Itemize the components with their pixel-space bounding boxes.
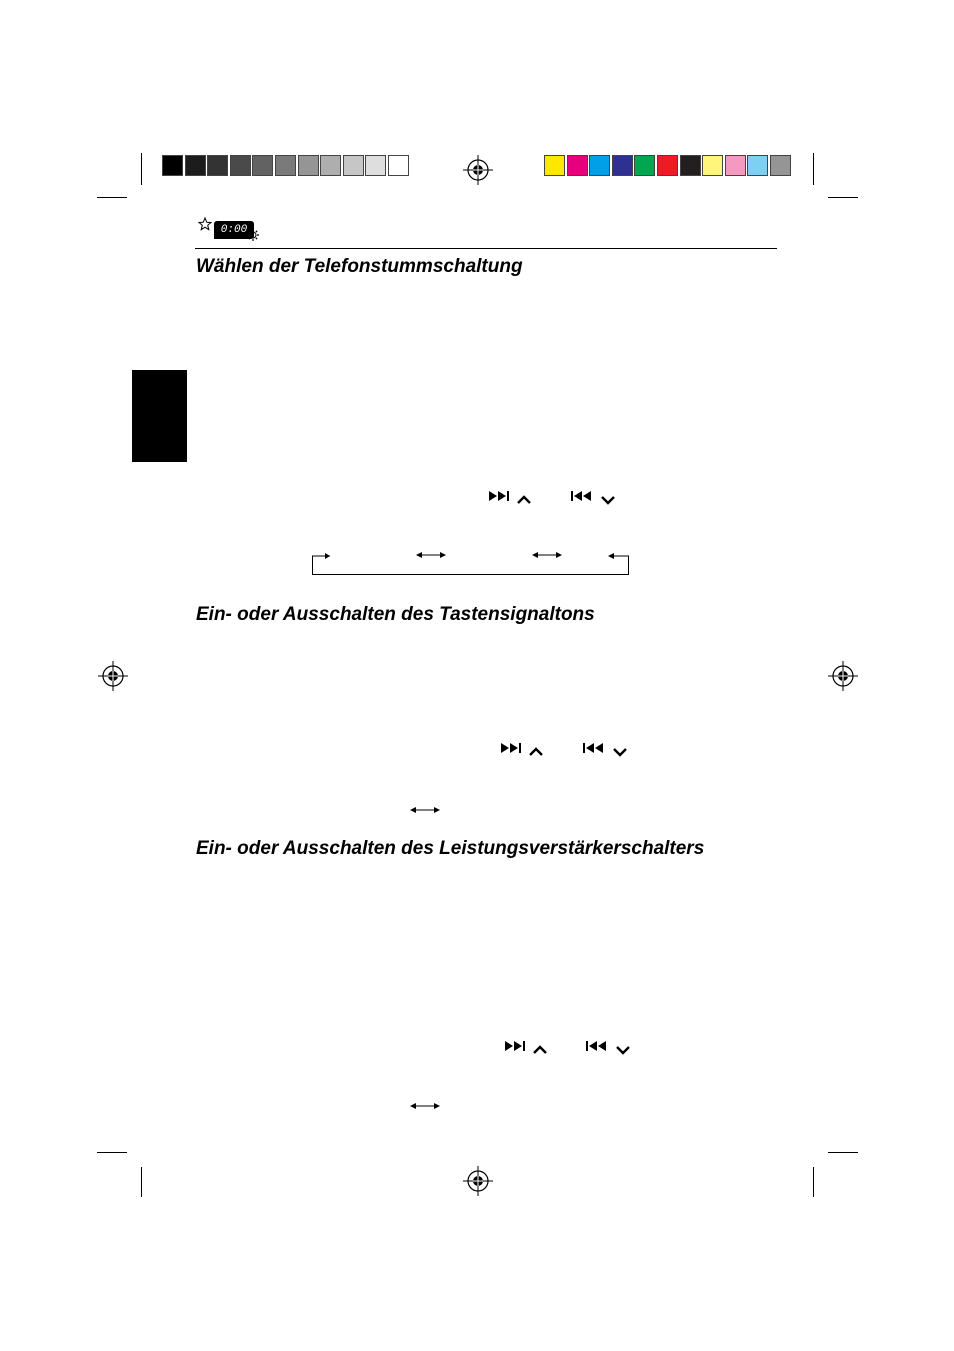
registration-mark-icon bbox=[98, 661, 128, 691]
color-swatch bbox=[657, 155, 678, 176]
section-heading-amplifier: Ein- oder Ausschalten des Leistungsverstärkerschalters bbox=[196, 838, 705, 859]
gray-swatch bbox=[388, 155, 409, 176]
color-swatch bbox=[747, 155, 768, 176]
color-swatch bbox=[770, 155, 791, 176]
arrow-right-icon bbox=[312, 551, 332, 561]
section-heading-phone-mute: Wählen der Telefonstummschaltung bbox=[196, 256, 523, 277]
crop-mark bbox=[97, 197, 127, 198]
gray-swatch bbox=[275, 155, 296, 176]
bidirectional-arrow-icon bbox=[410, 1101, 440, 1111]
gray-swatch bbox=[298, 155, 319, 176]
skip-back-down-icon bbox=[570, 489, 618, 505]
skip-back-down-icon bbox=[582, 741, 630, 757]
color-swatch bbox=[680, 155, 701, 176]
crop-mark bbox=[141, 1167, 142, 1197]
color-swatch bbox=[634, 155, 655, 176]
section-heading-key-tone: Ein- oder Ausschalten des Tastensignaltons bbox=[196, 604, 595, 625]
grayscale-calibration-bar bbox=[162, 155, 411, 176]
skip-forward-up-icon bbox=[504, 1039, 552, 1055]
bidirectional-arrow-icon bbox=[532, 550, 562, 560]
header-rule bbox=[195, 248, 777, 249]
gray-swatch bbox=[185, 155, 206, 176]
registration-mark-icon bbox=[828, 661, 858, 691]
registration-mark-icon bbox=[463, 1166, 493, 1196]
color-calibration-bar bbox=[544, 155, 793, 176]
cycle-loop-line bbox=[312, 574, 629, 575]
crop-mark bbox=[828, 1152, 858, 1153]
skip-forward-up-icon bbox=[488, 489, 536, 505]
gray-swatch bbox=[365, 155, 386, 176]
arrow-left-icon bbox=[608, 551, 629, 561]
crop-mark bbox=[828, 197, 858, 198]
color-swatch bbox=[544, 155, 565, 176]
skip-forward-up-icon bbox=[500, 741, 548, 757]
crop-mark bbox=[141, 153, 142, 185]
crop-mark bbox=[813, 1167, 814, 1197]
gray-swatch bbox=[162, 155, 183, 176]
star-icon bbox=[198, 217, 212, 231]
bidirectional-arrow-icon bbox=[410, 805, 440, 815]
registration-mark-icon bbox=[463, 155, 493, 185]
skip-back-down-icon bbox=[585, 1039, 633, 1055]
color-swatch bbox=[702, 155, 723, 176]
gray-swatch bbox=[207, 155, 228, 176]
bidirectional-arrow-icon bbox=[416, 550, 446, 560]
clock-display: 0:00 bbox=[214, 221, 254, 239]
crop-mark bbox=[813, 153, 814, 185]
crop-mark bbox=[97, 1152, 127, 1153]
color-swatch bbox=[589, 155, 610, 176]
gray-swatch bbox=[343, 155, 364, 176]
language-tab bbox=[132, 370, 187, 462]
color-swatch bbox=[567, 155, 588, 176]
gray-swatch bbox=[230, 155, 251, 176]
gray-swatch bbox=[320, 155, 341, 176]
gray-swatch bbox=[252, 155, 273, 176]
color-swatch bbox=[612, 155, 633, 176]
gear-icon bbox=[246, 228, 260, 242]
color-swatch bbox=[725, 155, 746, 176]
